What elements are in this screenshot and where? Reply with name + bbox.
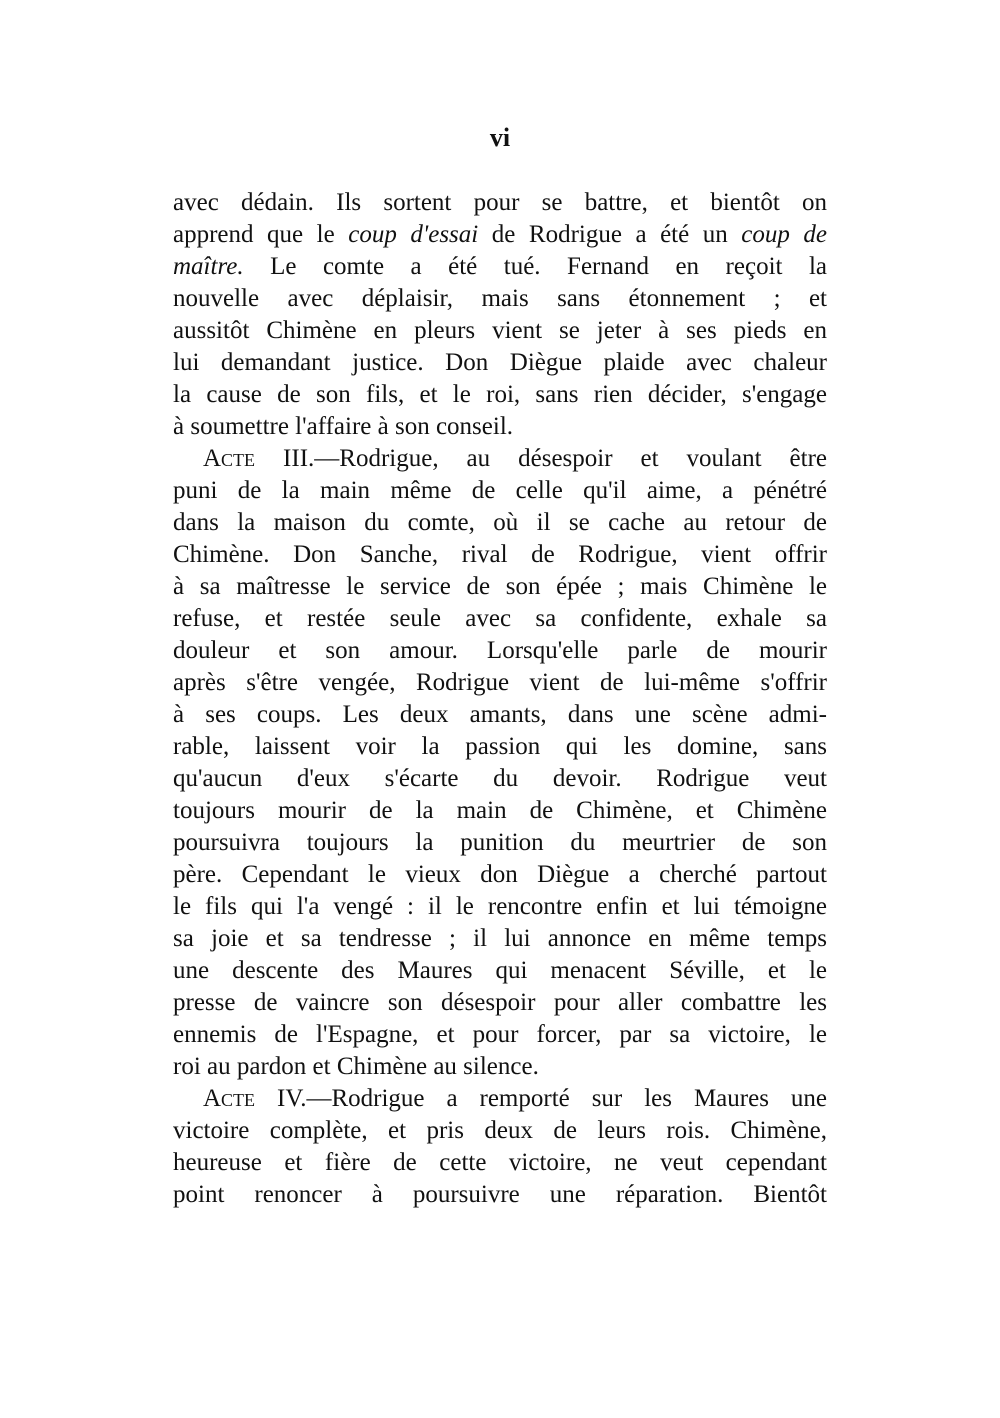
text-line: une descente des Maures qui menacent Séville, et le	[173, 957, 827, 984]
text-line: roi au pardon et Chimène au silence.	[173, 1053, 539, 1080]
text-line: victoire complète, et pris deux de leurs rois. Chimène,	[173, 1117, 827, 1144]
text-line: qu'aucun d'eux s'écarte du devoir. Rodrigue veut	[173, 765, 827, 792]
text-line: sa joie et sa tendresse ; il lui annonce en même temps	[173, 925, 827, 952]
text-line: refuse, et restée seule avec sa confidente, exhale sa	[173, 605, 827, 632]
text-line: presse de vaincre son désespoir pour aller combattre les	[173, 989, 827, 1016]
text-line: puni de la main même de celle qu'il aime, a pénétré	[173, 477, 827, 504]
text-line: le fils qui l'a vengé : il le rencontre enfin et lui témoigne	[173, 893, 827, 920]
text-line: dans la maison du comte, où il se cache au retour de	[173, 509, 827, 536]
acte-label: Acte	[203, 445, 256, 472]
text-line: apprend que le coup d'essai de Rodrigue a été un coup de	[173, 221, 828, 248]
text-line: lui demandant justice. Don Diègue plaide avec chaleur	[173, 349, 827, 376]
text-line: Chimène. Don Sanche, rival de Rodrigue, vient offrir	[173, 541, 827, 568]
text-line: douleur et son amour. Lorsqu'elle parle de mourir	[173, 637, 827, 664]
text-line: point renoncer à poursuivre une réparation. Bientôt	[173, 1181, 827, 1208]
text-line: poursuivra toujours la punition du meurtrier de son	[173, 829, 827, 856]
text-line: Acte IV.—Rodrigue a remporté sur les Maures une	[203, 1085, 827, 1112]
text-line: Acte III.—Rodrigue, au désespoir et voulant être	[203, 445, 827, 472]
text-line: nouvelle avec déplaisir, mais sans étonnement ; et	[173, 285, 827, 312]
text-line: aussitôt Chimène en pleurs vient se jeter à ses pieds en	[173, 317, 827, 344]
text-line: toujours mourir de la main de Chimène, et Chimène	[173, 797, 827, 824]
text-line: à sa maîtresse le service de son épée ; mais Chimène le	[173, 573, 827, 600]
italic-phrase: coup d'essai	[348, 221, 479, 248]
italic-phrase: coup de	[741, 221, 828, 248]
italic-phrase: maître.	[173, 253, 244, 280]
text-line: maître. Le comte a été tué. Fernand en reçoit la	[173, 253, 827, 280]
text-line: père. Cependant le vieux don Diègue a cherché partout	[173, 861, 827, 888]
text-line: à soumettre l'affaire à son conseil.	[173, 413, 514, 440]
acte-label: Acte	[203, 1085, 256, 1112]
text-line: avec dédain. Ils sortent pour se battre, et bientôt on	[173, 189, 827, 216]
text-line: la cause de son fils, et le roi, sans rien décider, s'engage	[173, 381, 827, 408]
text-line: heureuse et fière de cette victoire, ne veut cependant	[173, 1149, 827, 1176]
page-number: vi	[489, 123, 511, 152]
text-line: rable, laissent voir la passion qui les domine, sans	[173, 733, 827, 760]
text-line: à ses coups. Les deux amants, dans une scène admi-	[173, 701, 827, 728]
text-line: après s'être vengée, Rodrigue vient de lui-même s'offrir	[173, 669, 827, 696]
text-line: ennemis de l'Espagne, et pour forcer, par sa victoire, le	[173, 1021, 827, 1048]
